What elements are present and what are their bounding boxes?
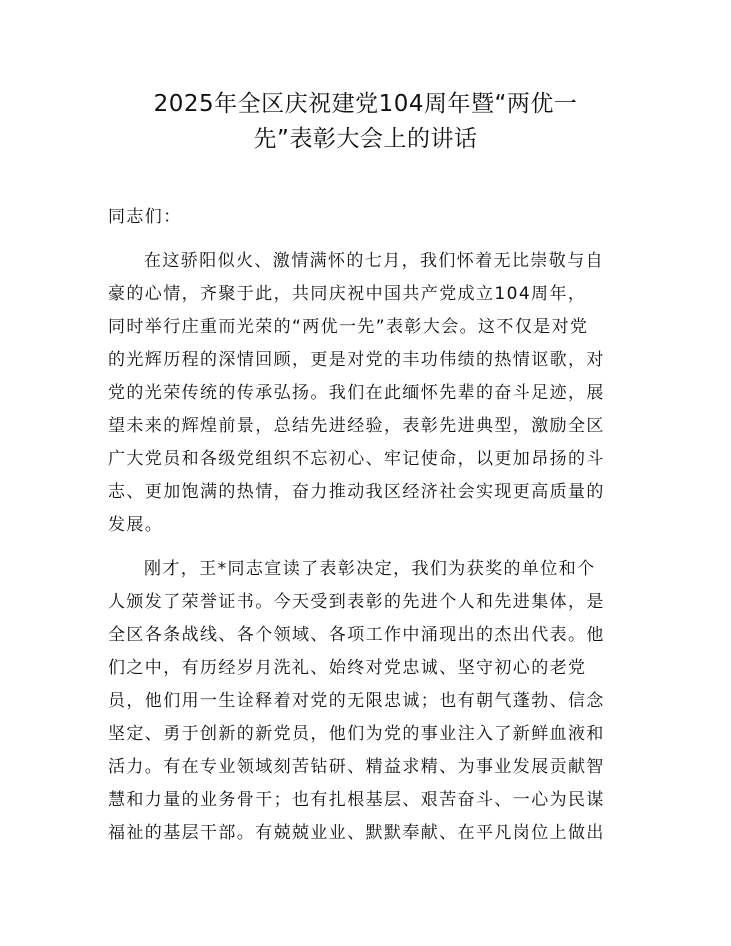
salutation: 同志们： xyxy=(108,207,182,227)
paragraph-1-line: 望未来的辉煌前景，总结先进经验，表彰先进典型，激励全区 xyxy=(108,416,605,436)
paragraph-2-line: 全区各条战线、各个领域、各项工作中涌现出的杰出代表。他 xyxy=(108,625,605,645)
paragraph-2-line: 坚定、勇于创新的新党员，他们为党的事业注入了新鲜血液和 xyxy=(108,724,605,744)
paragraph-1-line: 党的光荣传统的传承弘扬。我们在此缅怀先辈的奋斗足迹，展 xyxy=(108,383,605,403)
title-line-1: 2025年全区庆祝建党104周年暨“两优一 xyxy=(153,91,578,117)
paragraph-1-line: 广大党员和各级党组织不忘初心、牢记使命，以更加昂扬的斗 xyxy=(108,449,605,469)
paragraph-1-line: 在这骄阳似火、激情满怀的七月，我们怀着无比崇敬与自 xyxy=(144,251,604,271)
paragraph-2-line: 人颁发了荣誉证书。今天受到表彰的先进个人和先进集体，是 xyxy=(108,592,605,612)
paragraph-1-line: 同时举行庄重而光荣的“两优一先”表彰大会。这不仅是对党 xyxy=(108,317,589,337)
paragraph-2-line: 活力。有在专业领域刻苦钻研、精益求精、为事业发展贡献智 xyxy=(108,757,605,777)
paragraph-2-line: 慧和力量的业务骨干；也有扎根基层、艰苦奋斗、一心为民谋 xyxy=(108,790,605,810)
paragraph-2-line: 刚才，王*同志宣读了表彰决定，我们为获奖的单位和个 xyxy=(144,559,596,579)
paragraph-1-line: 的光辉历程的深情回顾，更是对党的丰功伟绩的热情讴歌，对 xyxy=(108,350,605,370)
title-line-2: 先”表彰大会上的讲话 xyxy=(253,126,478,152)
paragraph-1-line: 豪的心情，齐聚于此，共同庆祝中国共产党成立104周年， xyxy=(108,284,587,304)
paragraph-2-line: 员，他们用一生诠释着对党的无限忠诚；也有朝气蓬勃、信念 xyxy=(108,691,605,711)
paragraph-1-line: 志、更加饱满的热情，奋力推动我区经济社会实现更高质量的 xyxy=(108,482,605,502)
paragraph-2-line: 福祉的基层干部。有兢兢业业、默默奉献、在平凡岗位上做出 xyxy=(108,823,605,843)
paragraph-2-line: 们之中，有历经岁月洗礼、始终对党忠诚、坚守初心的老党 xyxy=(108,658,587,678)
paragraph-1-line: 发展。 xyxy=(108,515,164,535)
